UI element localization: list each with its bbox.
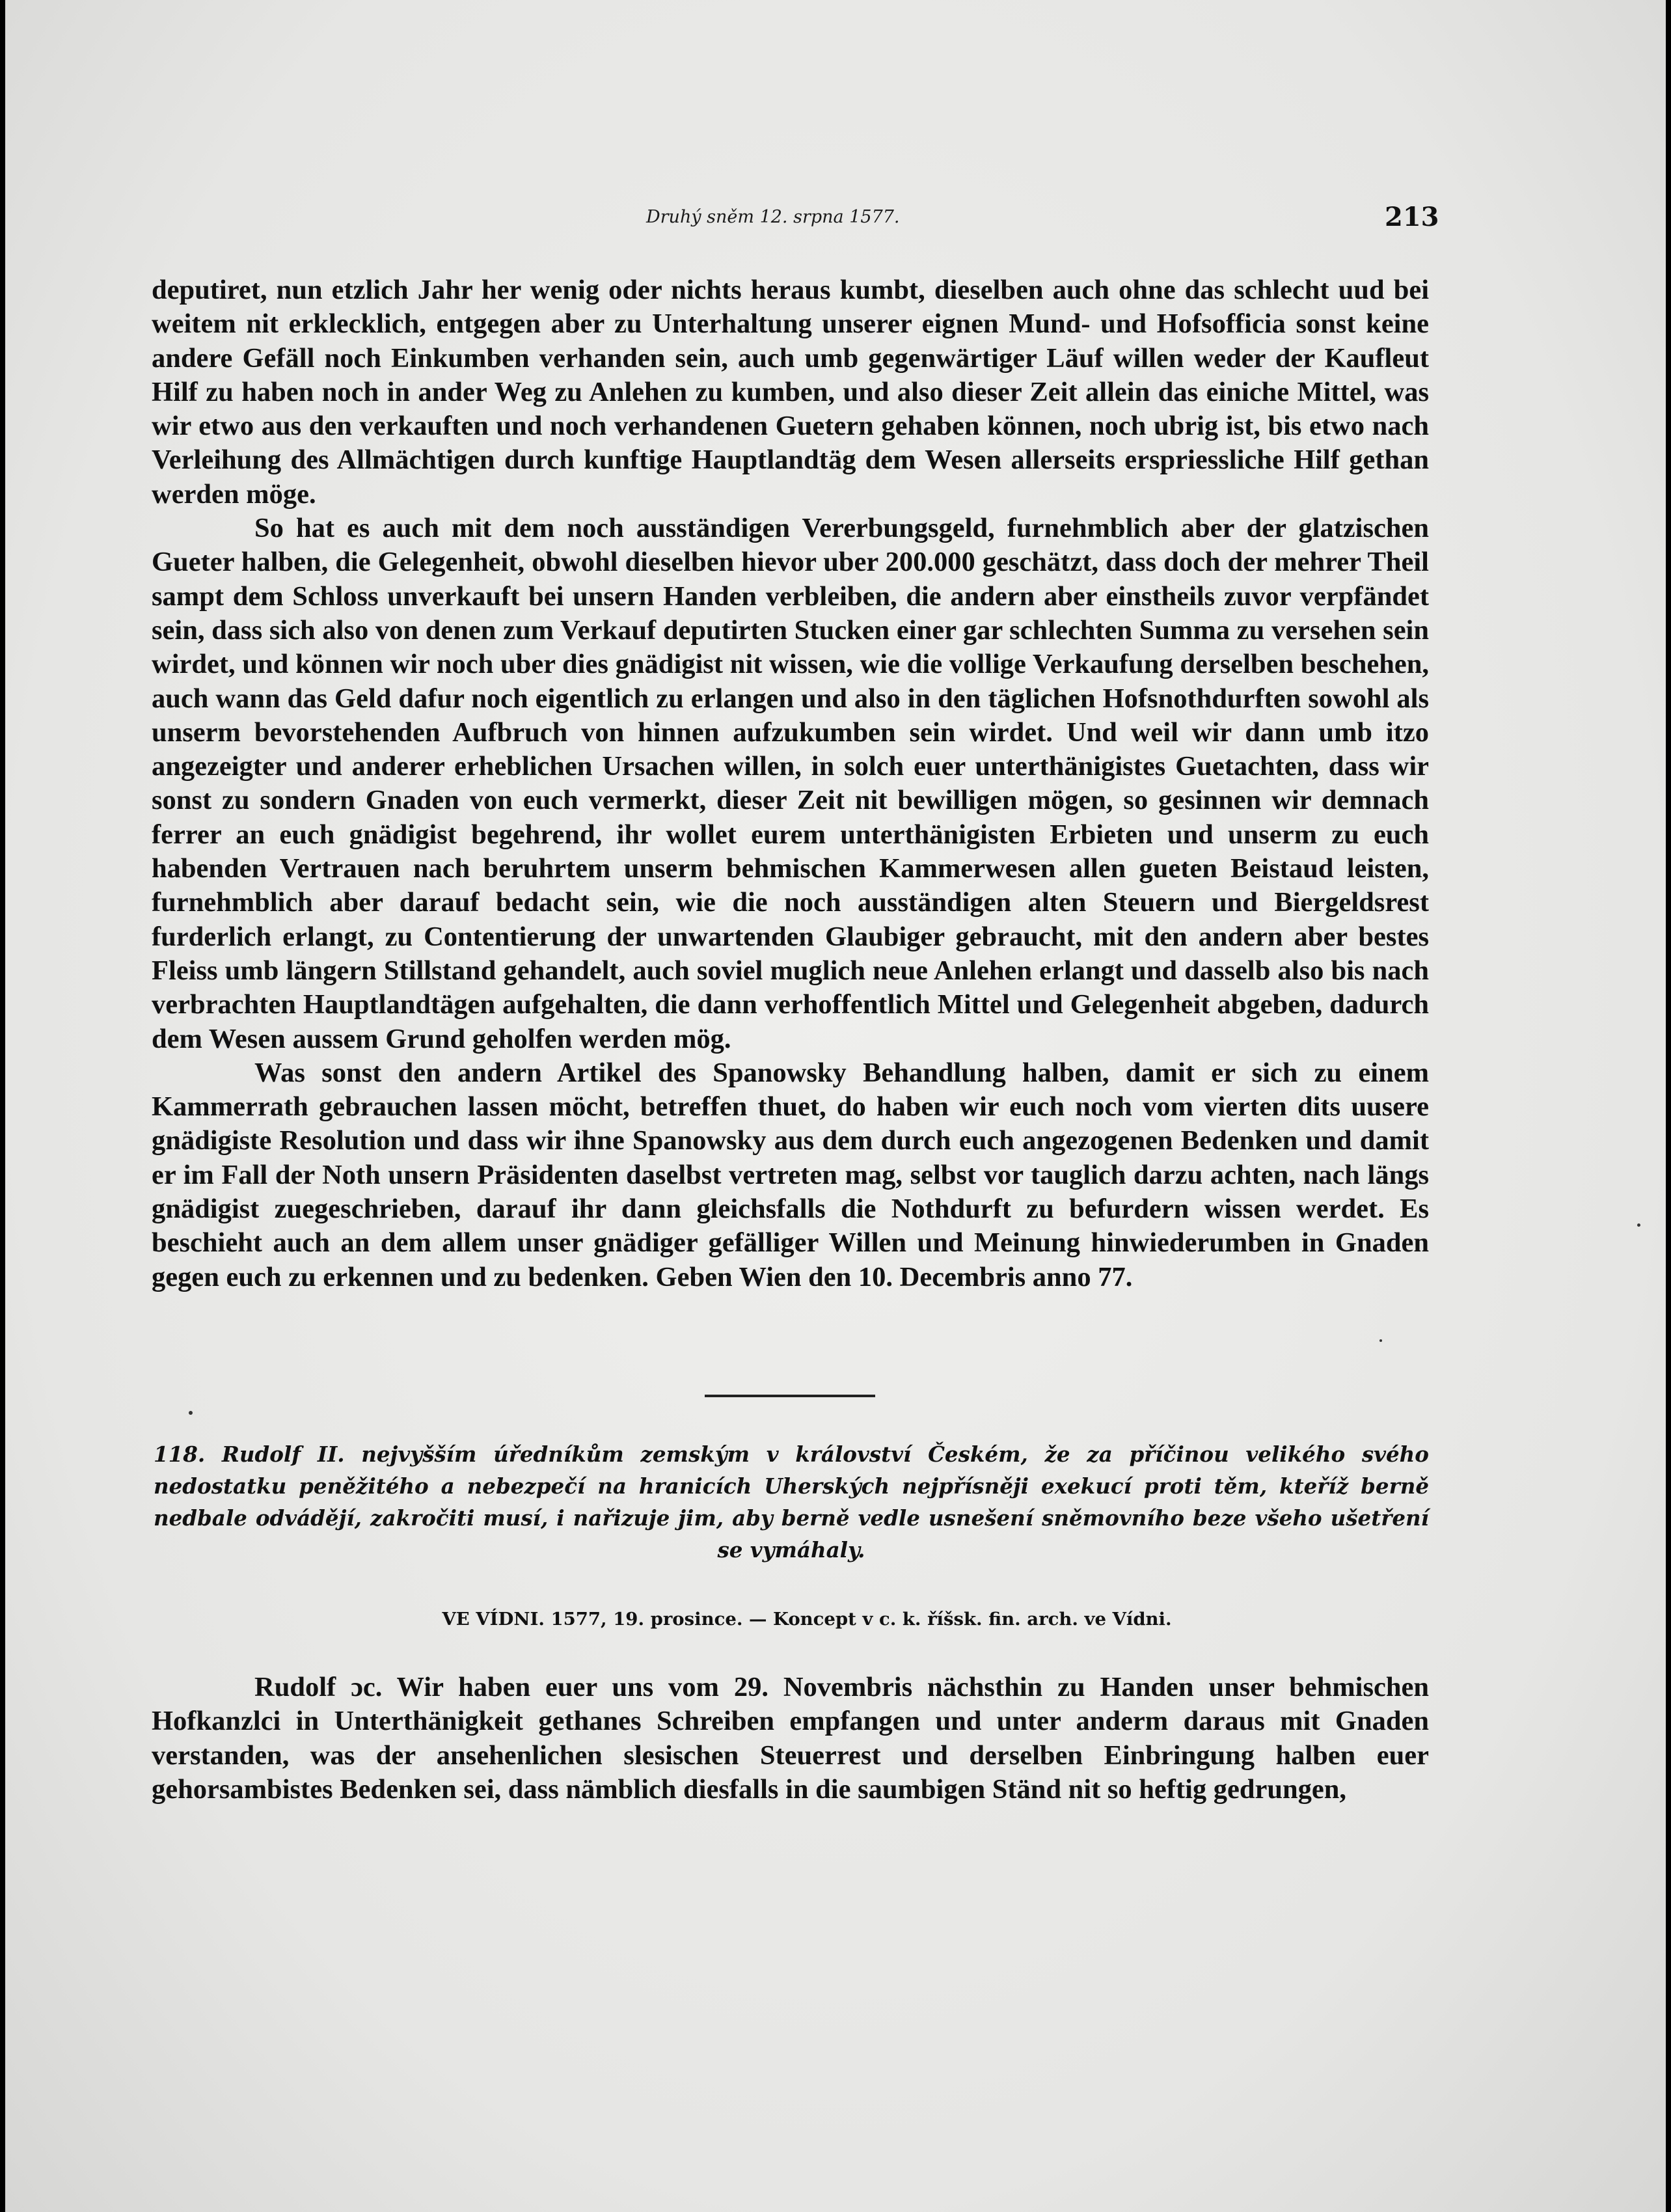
print-speck (1637, 1223, 1640, 1227)
place-date-text: VE VÍDNI. 1577, 19. prosince. — Koncept v c. k. říšsk. fin. arch. ve Vídni. (442, 1609, 1172, 1630)
paragraph: Was sonst den andern Artikel des Spanowsky Behandlung halben, damit er sich zu einem Kammerrath gebrauchen lassen möcht, betreffen thuet, do haben wir euch noch vom vierten dits uusere gnädigiste Resolution und dass wir ihne Spanowsky aus dem durch euch angezogenen Bedenken und damit er im Fall der Noth unsern Präsidenten daselbst vertreten mag, selbst vor tauglich darzu achten, nach längs gnädigist zuegeschrieben, darauf ihr dann gleichsfalls die Nothdurft zu befurdern wissen werdet. Es beschieht auch an dem allem unser gnädiger gefälliger Willen und Meinung hinwiederumben in Gnaden gegen euch zu erkennen und zu bedenken. Geben Wien den 10. Decembris anno 77. (152, 1057, 1429, 1292)
running-title: Druhý sněm 12. srpna 1577. (646, 207, 900, 227)
letter-text-continued (152, 273, 1429, 1294)
paragraph: Rudolf ɔc. Wir haben euer uns vom 29. Novembris nächsthin zu Handen unser behmischen Hofkanzlci in Unterthänigkeit gethanes Schreiben empfangen und unter anderm daraus mit Gnaden verstanden, was der ansehenlichen slesischen Steuerrest und derselben Einbringung halben euer gehorsambistes Bedenken sei, dass nämblich diesfalls in die saumbigen Ständ nit so heftig gedrungen, (152, 1672, 1429, 1805)
paragraph: So hat es auch mit dem noch ausständigen Vererbungsgeld, furnehmblich aber der glatzischen Gueter halben, die Gelegenheit, obwohl dieselben hievor uber 200.000 geschätzt, dass doch der mehrer Theil sampt dem Schloss unverkauft bei unsern Handen verbleiben, die andern aber einstheils zuvor verpfändet sein, dass sich also von denen zum Verkauf deputirten Stucken einer gar schlechten Summa zu versehen sein wirdet, und können wir noch uber dies gnädigist nit wissen, wie die vollige Verkaufung derselben beschehen, auch wann das Geld dafur noch eigentlich zu erlangen und also in den täglichen Hofsnothdurften sowohl als unserm bevorstehenden Aufbruch von hinnen aufzukumben sein wirdet. Und weil wir dann umb itzo angezeigter und anderer erheblichen Ursachen willen, in solch euer unterthänigistes Guetachten, dass wir sonst zu sondern Gnaden von euch vermerkt, dieser Zeit nit bewilligen mögen, so gesinnen wir demnach ferrer an euch gnädigist begehrend, ihr wollet eurem unterthänigisten Erbieten und unserm zu euch habenden Vertrauen nach beruhrtem unserm behmischen Kammerwesen allen gueten Beistaud leisten, furnehmblich aber darauf bedacht sein, wie die noch ausständigen alten Steuern und Biergeldsrest furderlich erlangt, zu Contentierung der unwartenden Glaubiger gebraucht, mit den andern aber bestes Fleiss umb längern Stillstand gehandelt, auch soviel muglich neue Anlehen erlangt und dasselb also bis nach verbrachten Hauptlandtägen aufgehalten, die dann verhoffentlich Mittel und Gelegenheit abgeben, dadurch dem Wesen aussem Grund geholfen werden mög. (152, 513, 1429, 1054)
section-divider (705, 1395, 875, 1397)
print-speck (1379, 1339, 1382, 1342)
page-number: 213 (1385, 202, 1439, 232)
document-regest: 118. Rudolf II. nejvyšším úředníkům zemským v království Českém, že za příčinou velikého svého nedostatku peněžitého a nebezpečí na hranicích Uherských nejpřísněji exekucí proti těm, kteříž berně nedbale odvádějí, zakročiti musí, i nařizuje jim, aby berně vedle usnešení sněmovního beze všeho ušetření se vymáhaly. (154, 1441, 1429, 1563)
letter-text-new (152, 1671, 1429, 1807)
running-head (5, 202, 1666, 246)
place-date-line (5, 1609, 1666, 1630)
document-page (5, 0, 1666, 2212)
print-speck (189, 1411, 193, 1415)
paragraph: deputiret, nun etzlich Jahr her wenig oder nichts heraus kumbt, dieselben auch ohne das schlecht uud bei weitem nit erklecklich, entgegen aber zu Unterhaltung unserer eignen Mund- und Hofsofficia sonst keine andere Gefäll noch Einkumben verhanden sein, auch umb gegenwärtiger Läuf willen weder der Kaufleut Hilf zu haben noch in ander Weg zu Anlehen zu kumben, und also dieser Zeit allein das einiche Mittel, was wir etwo aus den verkauften und noch verhandenen Guetern gehaben können, noch ubrig ist, bis etwo nach Verleihung des Allmächtigen durch kunftige Hauptlandtäg dem Wesen allerseits erspriessliche Hilf gethan werden möge. (152, 275, 1429, 510)
